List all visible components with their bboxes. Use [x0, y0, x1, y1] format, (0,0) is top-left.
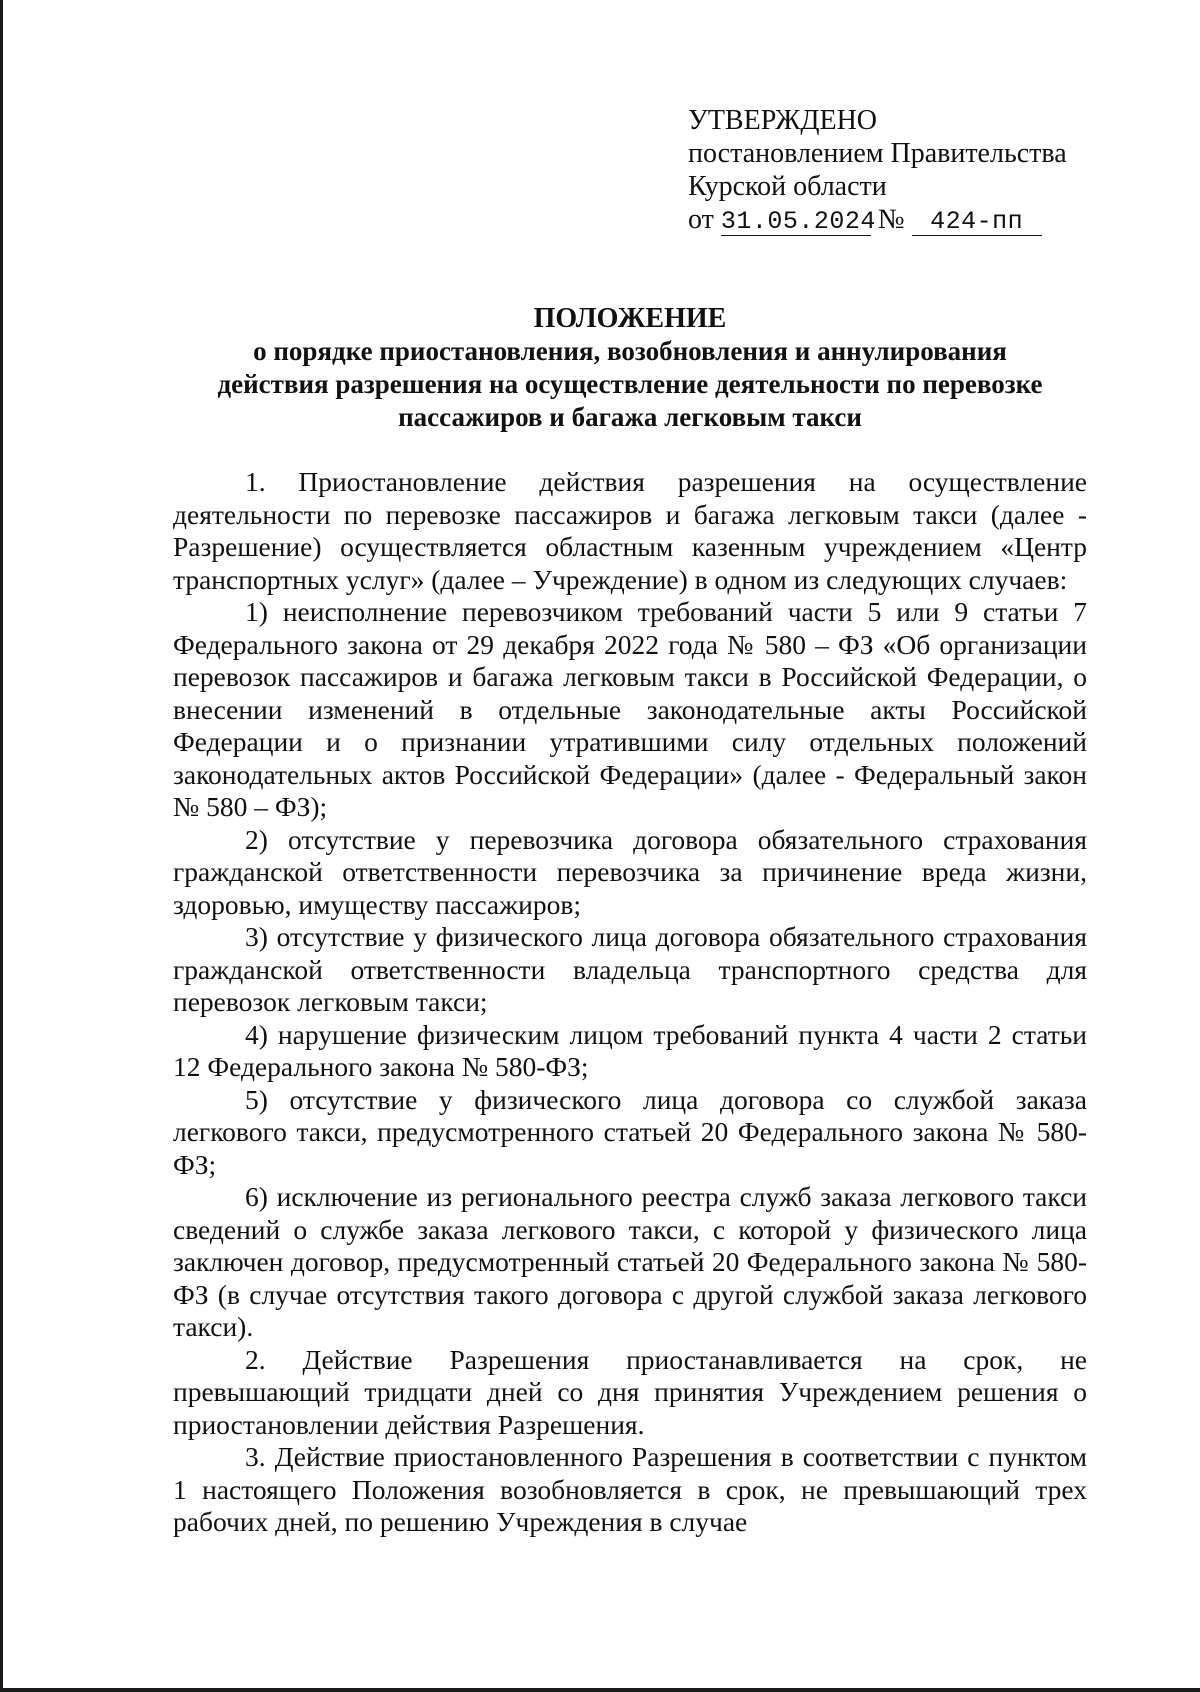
page-bottom-border [0, 1688, 1200, 1692]
document-title-line-2: действия разрешения на осуществление деятельности по перевозке [217, 369, 1043, 399]
page-left-border [0, 0, 3, 1692]
document-title-line-1: о порядке приостановления, возобновления и аннулирования [253, 336, 1007, 366]
approval-number: 424-пп [912, 209, 1042, 236]
approval-date-number-line [688, 203, 1088, 236]
approval-number-prefix: № [877, 204, 905, 235]
paragraph-1-item-3: 3) отсутствие у физического лица договора обязательного страхования гражданской ответственности владельца транспортного средства для перевозок легковым такси; [173, 921, 1087, 1017]
approval-from-prefix: от [688, 204, 714, 235]
paragraph-3: 3. Действие приостановленного Разрешения в соответствии с пунктом 1 настоящего Положения возобновляется в срок, не превышающий трех рабочих дней, по решению Учреждения в случае [173, 1441, 1087, 1537]
approval-authority: постановлением Правительства [688, 138, 1067, 169]
paragraph-1-item-1: 1) неисполнение перевозчиком требований части 5 или 9 статьи 7 Федерального закона от 29 декабря 2022 года № 580 – ФЗ «Об организации перевозок пассажиров и багажа легковым такси в Российской Федерации, о внесении изменений в отдельные законодательные акты Российской Федерации и о признании утратившими силу отдельных положений законодательных актов Российской Федерации» (далее - Федеральный закон № 580 – ФЗ); [173, 596, 1087, 822]
document-title [173, 302, 1087, 434]
paragraph-2: 2. Действие Разрешения приостанавливается на срок, не превышающий тридцати дней со дня принятия Учреждением решения о приостановлении действия Разрешения. [173, 1343, 1087, 1440]
approval-region: Курской области [688, 171, 887, 202]
document-title-main: ПОЛОЖЕНИЕ [533, 303, 727, 334]
approval-date: 31.05.2024 [720, 207, 876, 236]
document-title-line-3: пассажиров и багажа легковым такси [398, 402, 862, 432]
approval-status: УТВЕРЖДЕНО [688, 105, 878, 136]
paragraph-1-item-6: 6) исключение из регионального реестра служб заказа легкового такси сведений о службе заказа легкового такси, с которой у физического лица заключен договор, предусмотренный статьей 20 Федерального закона № 580-ФЗ (в случае отсутствия такого договора с другой службой заказа легкового такси). [173, 1181, 1087, 1342]
paragraph-1-item-4: 4) нарушение физическим лицом требований пункта 4 части 2 статьи 12 Федерального закона № 580-ФЗ; [173, 1018, 1087, 1082]
paragraph-1-item-5: 5) отсутствие у физического лица договора со службой заказа легкового такси, предусмотренного статьей 20 Федерального закона № 580-ФЗ; [173, 1083, 1087, 1180]
paragraph-1-item-2: 2) отсутствие у перевозчика договора обязательного страхования гражданской ответственности перевозчика за причинение вреда жизни, здоровью, имуществу пассажиров; [173, 823, 1087, 920]
paragraph-1: 1. Приостановление действия разрешения на осуществление деятельности по перевозке пассажиров и багажа легковым такси (далее - Разрешение) осуществляется областным казенным учреждением «Центр транспортных услуг» (далее – Учреждение) в одном из следующих случаев: [173, 466, 1087, 595]
document-body [173, 466, 1087, 1539]
approval-stamp-block [688, 104, 1088, 236]
